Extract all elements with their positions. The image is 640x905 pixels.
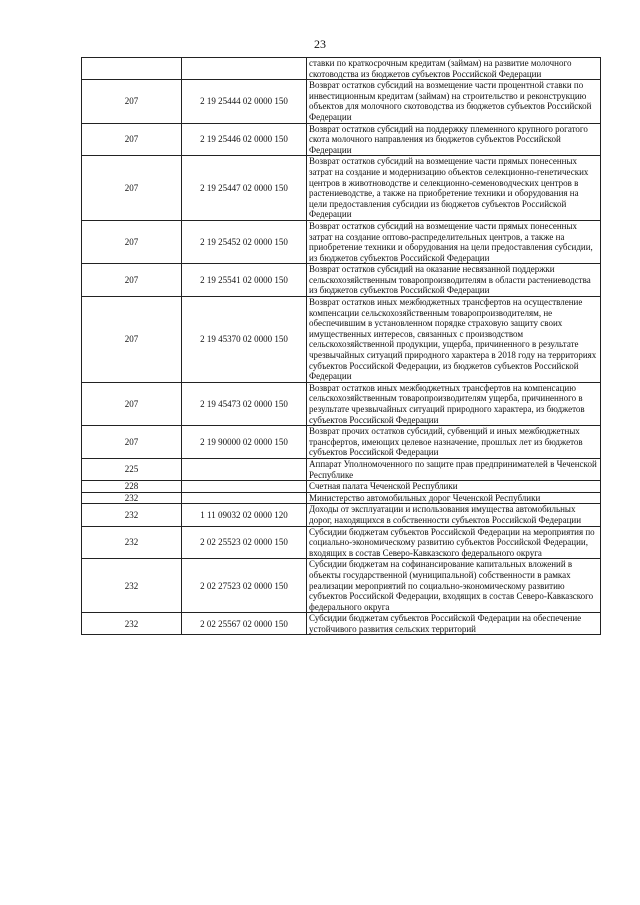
revenue-name-cell: Возврат прочих остатков субсидий, субвенций и иных межбюджетных трансфертов, имеющих целевое назначение, прошлых лет из бюджетов субъектов Российской Федерации — [307, 426, 601, 459]
table-row — [82, 426, 601, 459]
revenue-name-cell: Возврат остатков субсидий на поддержку племенного крупного рогатого скота молочного направления из бюджетов субъектов Российской Федерации — [307, 123, 601, 156]
table-row — [82, 504, 601, 526]
table-row — [82, 264, 601, 297]
table-row — [82, 58, 601, 80]
revenue-name-cell: Возврат остатков субсидий на оказание несвязанной поддержки сельскохозяйственным товаропроизводителям в области растениеводства из бюджетов субъектов Российской Федерации — [307, 264, 601, 297]
revenue-name-cell: Возврат остатков субсидий на возмещение части процентной ставки по инвестиционным кредитам (займам) на строительство и реконструкцию объектов для молочного скотоводства из бюджетов субъектов Российской Федерации — [307, 80, 601, 123]
revenue-name-cell: Субсидии бюджетам на софинансирование капитальных вложений в объекты государственной (муниципальной) собственности в рамках реализации мероприятий по социально-экономическому развитию субъектов Российской Федерации, входящих в состав Северо-Кавказского федерального округа — [307, 559, 601, 613]
admin-code-cell — [82, 58, 182, 80]
table-row — [82, 559, 601, 613]
budget-code-cell: 2 19 25452 02 0000 150 — [182, 220, 307, 263]
table-row — [82, 492, 601, 504]
revenue-name-cell: ставки по краткосрочным кредитам (займам) на развитие молочного скотоводства из бюджетов субъектов Российской Федерации — [307, 58, 601, 80]
admin-code-cell: 207 — [82, 264, 182, 297]
page-number: 23 — [314, 37, 326, 51]
table-row — [82, 526, 601, 559]
revenue-name-cell: Субсидии бюджетам субъектов Российской Федерации на мероприятия по социально-экономическому развитию субъектов Российской Федерации, входящих в состав Северо-Кавказского федерального округа — [307, 526, 601, 559]
revenue-name-cell: Возврат остатков иных межбюджетных трансфертов на компенсацию сельскохозяйственным товаропроизводителям ущерба, причиненного в результате чрезвычайных ситуаций природного характера, из бюджетов субъектов Российской Федерации — [307, 382, 601, 425]
budget-classification-table — [81, 57, 601, 635]
budget-code-cell: 2 02 25567 02 0000 150 — [182, 613, 307, 635]
table-row — [82, 458, 601, 480]
budget-code-cell — [182, 492, 307, 504]
budget-code-cell: 2 19 90000 02 0000 150 — [182, 426, 307, 459]
table-row — [82, 220, 601, 263]
table-row — [82, 613, 601, 635]
revenue-name-cell: Счетная палата Чеченской Республики — [307, 481, 601, 493]
budget-code-cell: 2 19 45473 02 0000 150 — [182, 382, 307, 425]
admin-code-cell: 232 — [82, 504, 182, 526]
table-row — [82, 123, 601, 156]
budget-code-cell — [182, 458, 307, 480]
table-row — [82, 80, 601, 123]
budget-code-cell — [182, 58, 307, 80]
table-row — [82, 481, 601, 493]
revenue-name-cell: Доходы от эксплуатации и использования имущества автомобильных дорог, находящихся в собственности субъектов Российской Федерации — [307, 504, 601, 526]
budget-code-cell: 2 02 27523 02 0000 150 — [182, 559, 307, 613]
table-row — [82, 297, 601, 383]
budget-code-cell: 2 19 25444 02 0000 150 — [182, 80, 307, 123]
budget-code-cell: 1 11 09032 02 0000 120 — [182, 504, 307, 526]
admin-code-cell: 232 — [82, 526, 182, 559]
budget-code-cell — [182, 481, 307, 493]
table-row — [82, 156, 601, 221]
revenue-name-cell: Аппарат Уполномоченного по защите прав предпринимателей в Чеченской Республике — [307, 458, 601, 480]
admin-code-cell: 207 — [82, 156, 182, 221]
revenue-name-cell: Субсидии бюджетам субъектов Российской Федерации на обеспечение устойчивого развития сельских территорий — [307, 613, 601, 635]
revenue-name-cell: Возврат остатков иных межбюджетных трансфертов на осуществление компенсации сельскохозяйственным товаропроизводителям, не обеспечившим в установленном порядке страховую защиту своих имущественных интересов, связанных с производством сельскохозяйственной продукции, ущерба, причиненного в результате чрезвычайных ситуаций природного характера в 2018 году на территориях субъектов Российской Федерации, из бюджетов субъектов Российской Федерации — [307, 297, 601, 383]
admin-code-cell: 207 — [82, 80, 182, 123]
admin-code-cell: 232 — [82, 613, 182, 635]
admin-code-cell: 225 — [82, 458, 182, 480]
admin-code-cell: 207 — [82, 220, 182, 263]
budget-code-cell: 2 19 25541 02 0000 150 — [182, 264, 307, 297]
admin-code-cell: 207 — [82, 382, 182, 425]
table-row — [82, 382, 601, 425]
revenue-name-cell: Министерство автомобильных дорог Чеченской Республики — [307, 492, 601, 504]
budget-code-cell: 2 19 25447 02 0000 150 — [182, 156, 307, 221]
admin-code-cell: 207 — [82, 426, 182, 459]
admin-code-cell: 207 — [82, 123, 182, 156]
admin-code-cell: 228 — [82, 481, 182, 493]
budget-code-cell: 2 19 45370 02 0000 150 — [182, 297, 307, 383]
budget-code-cell: 2 19 25446 02 0000 150 — [182, 123, 307, 156]
revenue-name-cell: Возврат остатков субсидий на возмещение части прямых понесенных затрат на создание и модернизацию объектов селекционно-генетических центров в животноводстве и селекционно-семеноводческих центров в растениеводстве, а также на приобретение техники и оборудования на цели предоставления субсидии из бюджетов субъектов Российской Федерации — [307, 156, 601, 221]
revenue-name-cell: Возврат остатков субсидий на возмещение части прямых понесенных затрат на создание оптово-распределительных центров, а также на приобретение техники и оборудования на цели предоставления субсидии, из бюджетов субъектов Российской Федерации — [307, 220, 601, 263]
admin-code-cell: 207 — [82, 297, 182, 383]
admin-code-cell: 232 — [82, 492, 182, 504]
admin-code-cell: 232 — [82, 559, 182, 613]
budget-code-cell: 2 02 25523 02 0000 150 — [182, 526, 307, 559]
